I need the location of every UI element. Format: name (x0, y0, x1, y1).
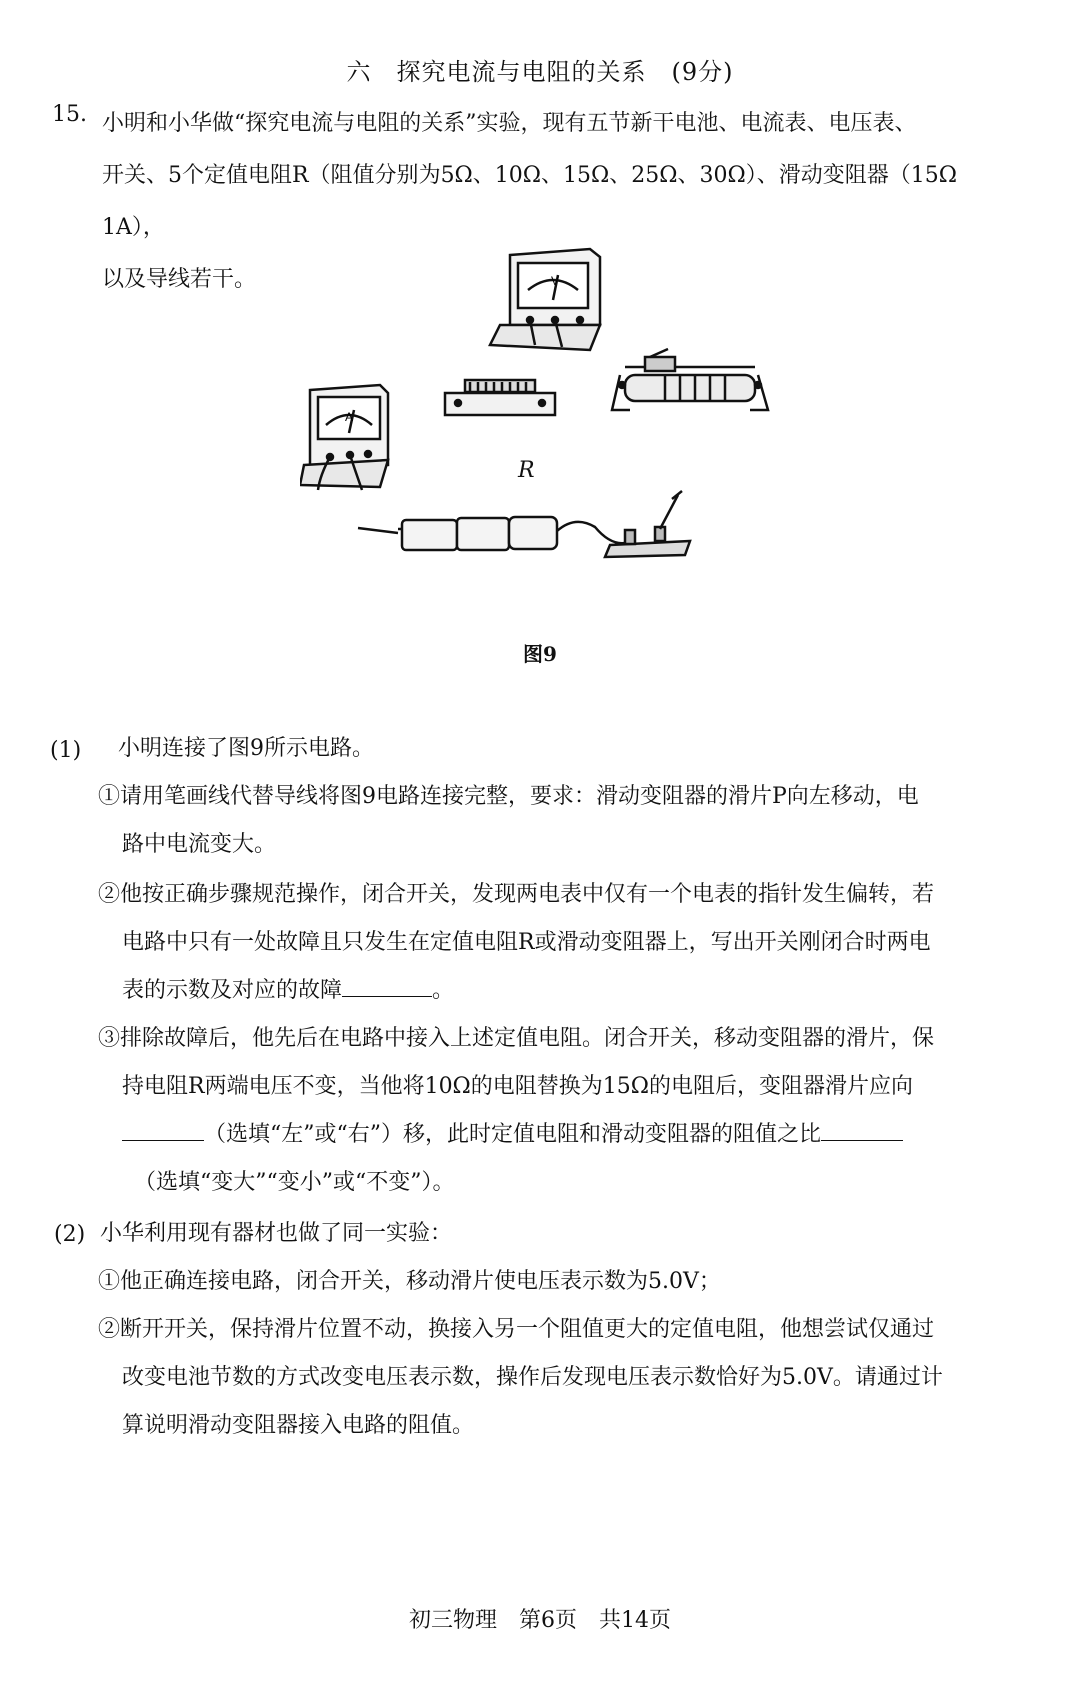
part-1-item-2-text: 表的示数及对应的故障 (122, 978, 343, 1003)
resistor-label: R (518, 458, 535, 483)
part-2-item-2-line-3: 算说明滑动变阻器接入电路的阻值。 (122, 1413, 475, 1438)
part-1-item-2-end: 。 (432, 978, 455, 1003)
figure-9-apparatus (300, 245, 820, 605)
part-1-item-3-line-3 (122, 1111, 903, 1159)
intro-line-3: 以及导线若干。 (102, 267, 257, 292)
section-title: 六 探究电流与电阻的关系 (9分) (346, 58, 734, 86)
fixed-resistor-drawing (445, 380, 555, 415)
part-2-item-1: ①他正确连接电路，闭合开关，移动滑片使电压表示数为5.0V； (98, 1269, 721, 1294)
part-1-item-2-line-3 (122, 967, 454, 1015)
part-1-item-2-line-1: ②他按正确步骤规范操作，闭合开关，发现两电表中仅有一个电表的指针发生偏转，若 (98, 882, 935, 907)
part-1-item-3-line-4: （选填“变大”“变小”或“不变”）。 (134, 1170, 455, 1195)
voltmeter-drawing (490, 249, 600, 350)
page-footer: 初三物理 第6页 共14页 (409, 1608, 671, 1633)
figure-caption: 图9 (523, 642, 557, 666)
intro-line-2: 开关、5个定值电阻R（阻值分别为5Ω、10Ω、15Ω、25Ω、30Ω）、滑动变阻器（15Ω 1A）， (102, 163, 957, 240)
part-2-label: (2) (54, 1222, 86, 1247)
ammeter-drawing (300, 385, 388, 490)
part-1-item-2-line-2: 电路中只有一处故障且只发生在定值电阻R或滑动变阻器上，写出开关刚闭合时两电 (122, 930, 931, 955)
part-1-label: (1) (50, 738, 82, 763)
part-2-item-2-line-2: 改变电池节数的方式改变电压表示数，操作后发现电压表示数恰好为5.0V。请通过计 (122, 1365, 943, 1390)
part-2-item-2-line-1: ②断开开关，保持滑片位置不动，换接入另一个阻值更大的定值电阻，他想尝试仅通过 (98, 1317, 935, 1342)
part-1-item-1-line-2: 路中电流变大。 (122, 832, 277, 857)
answer-blank-ratio[interactable] (821, 1116, 903, 1141)
part-1-item-3-line-2: 持电阻R两端电压不变，当他将10Ω的电阻替换为15Ω的电阻后，变阻器滑片应向 (122, 1074, 914, 1099)
part-1-item-3-text: （选填“左”或“右”）移，此时定值电阻和滑动变阻器的阻值之比 (204, 1122, 821, 1147)
battery-pack-drawing (358, 517, 625, 550)
part-1-item-3-line-1: ③排除故障后，他先后在电路中接入上述定值电阻。闭合开关，移动变阻器的滑片，保 (98, 1026, 935, 1051)
answer-blank-direction[interactable] (122, 1116, 204, 1141)
intro-line-1: 小明和小华做“探究电流与电阻的关系”实验，现有五节新干电池、电流表、电压表、 (102, 111, 917, 136)
voltmeter-symbol: V (551, 274, 560, 288)
knife-switch-drawing (605, 491, 690, 557)
part-1-stem: 小明连接了图9所示电路。 (118, 736, 374, 761)
part-1-item-1-line-1: ①请用笔画线代替导线将图9电路连接完整，要求：滑动变阻器的滑片P向左移动，电 (98, 784, 919, 809)
answer-blank-fault[interactable] (342, 972, 432, 997)
rheostat-drawing (612, 349, 768, 410)
ammeter-symbol: A (345, 410, 354, 424)
part-2-stem: 小华利用现有器材也做了同一实验： (100, 1221, 453, 1246)
question-number: 15. (52, 102, 87, 127)
